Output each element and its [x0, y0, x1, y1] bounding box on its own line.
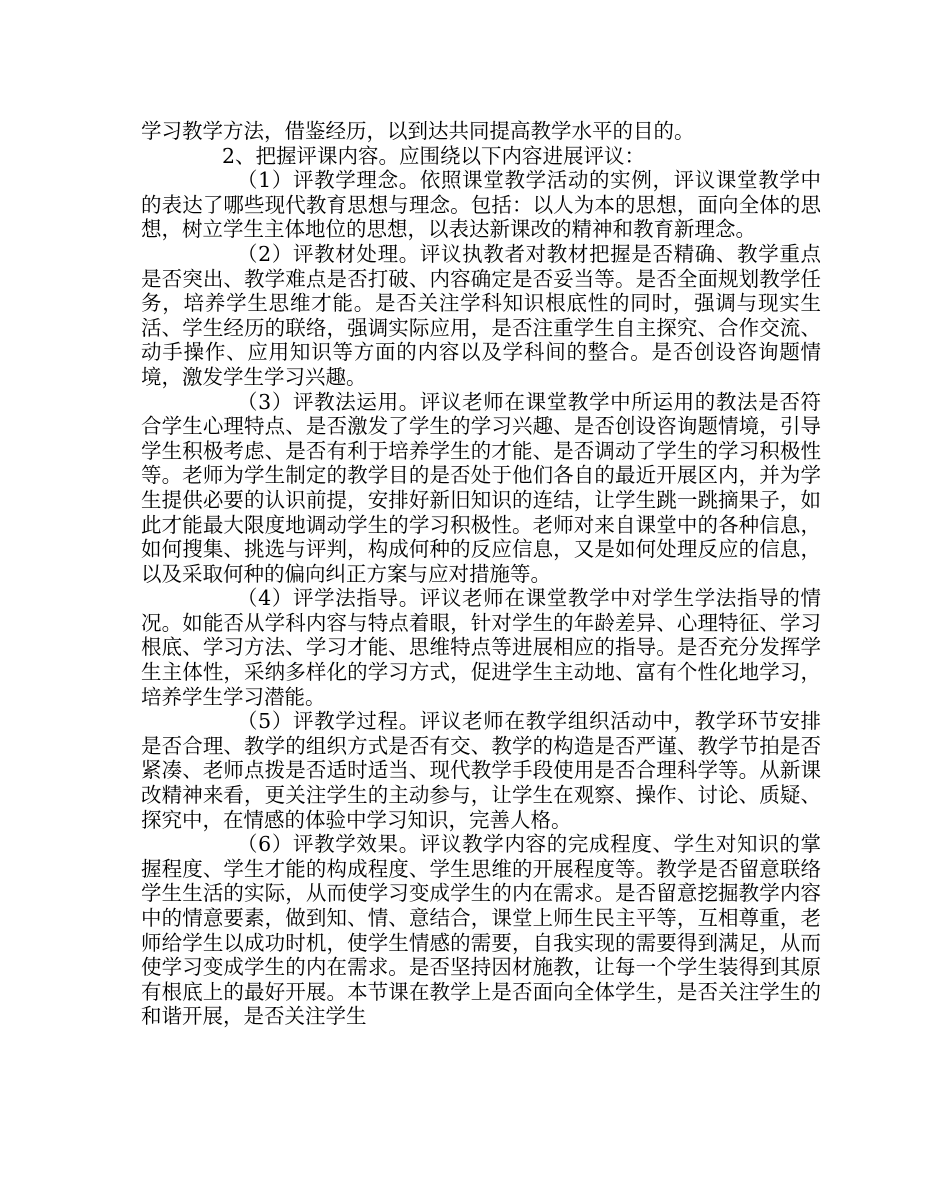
paragraph-item-5: （5）评教学过程。评议老师在教学组织活动中，教学环节安排是否合理、教学的组织方式是否有交、教学的构造是否严谨、教学节拍是否紧凑、老师点拨是否适时适当、现代教学手段使用是否合理科学等。从新课改精神来看，更关注学生的主动参与，让学生在观察、操作、讨论、质疑、探究中，在情感的体验中学习知识，完善人格。 [141, 709, 821, 832]
paragraph-item-2: （2）评教材处理。评议执教者对教材把握是否精确、教学重点是否突出、教学难点是否打破、内容确定是否妥当等。是否全面规划教学任务，培养学生思维才能。是否关注学科知识根底性的同时，强调与现实生活、学生经历的联络，强调实际应用，是否注重学生自主探究、合作交流、动手操作、应用知识等方面的内容以及学科间的整合。是否创设咨询题情境，激发学生学习兴趣。 [141, 241, 821, 389]
paragraph-section-2: 2、把握评课内容。应围绕以下内容进展评议： [222, 143, 646, 168]
document-body [141, 119, 821, 1029]
paragraph-item-6: （6）评教学效果。评议教学内容的完成程度、学生对知识的掌握程度、学生才能的构成程度、学生思维的开展程度等。教学是否留意联络学生生活的实际，从而使学习变成学生的内在需求。是否留意挖掘教学内容中的情意要素，做到知、情、意结合，课堂上师生民主平等，互相尊重，老师给学生以成功时机，使学生情感的需要，自我实现的需要得到满足，从而使学习变成学生的内在需求。是否坚持因材施教，让每一个学生装得到其原有根底上的最好开展。本节课在教学上是否面向全体学生，是否关注学生的和谐开展，是否关注学生 [141, 832, 821, 1029]
paragraph-item-3: （3）评教法运用。评议老师在课堂教学中所运用的教法是否符合学生心理特点、是否激发了学生的学习兴趣、是否创设咨询题情境，引导学生积极考虑、是否有利于培养学生的才能、是否调动了学生的学习积极性等。老师为学生制定的教学目的是否处于他们各自的最近开展区内，并为学生提供必要的认识前提，安排好新旧知识的连结，让学生跳一跳摘果子，如此才能最大限度地调动学生的学习积极性。老师对来自课堂中的各种信息，如何搜集、挑选与评判，构成何种的反应信息，又是如何处理反应的信息，以及采取何种的偏向纠正方案与应对措施等。 [141, 389, 821, 586]
paragraph-continuation: 学习教学方法，借鉴经历，以到达共同提高教学水平的目的。 [141, 119, 695, 143]
paragraph-item-1: （1）评教学理念。依照课堂教学活动的实例，评议课堂教学中的表达了哪些现代教育思想与理念。包括：以人为本的思想，面向全体的思想，树立学生主体地位的思想，以表达新课改的精神和教育新理念。 [141, 168, 821, 242]
paragraph-item-4: （4）评学法指导。评议老师在课堂教学中对学生学法指导的情况。如能否从学科内容与特点着眼，针对学生的年龄差异、心理特征、学习根底、学习方法、学习才能、思维特点等进展相应的指导。是否充分发挥学生主体性，采纳多样化的学习方式，促进学生主动地、富有个性化地学习，培养学生学习潜能。 [141, 586, 821, 709]
